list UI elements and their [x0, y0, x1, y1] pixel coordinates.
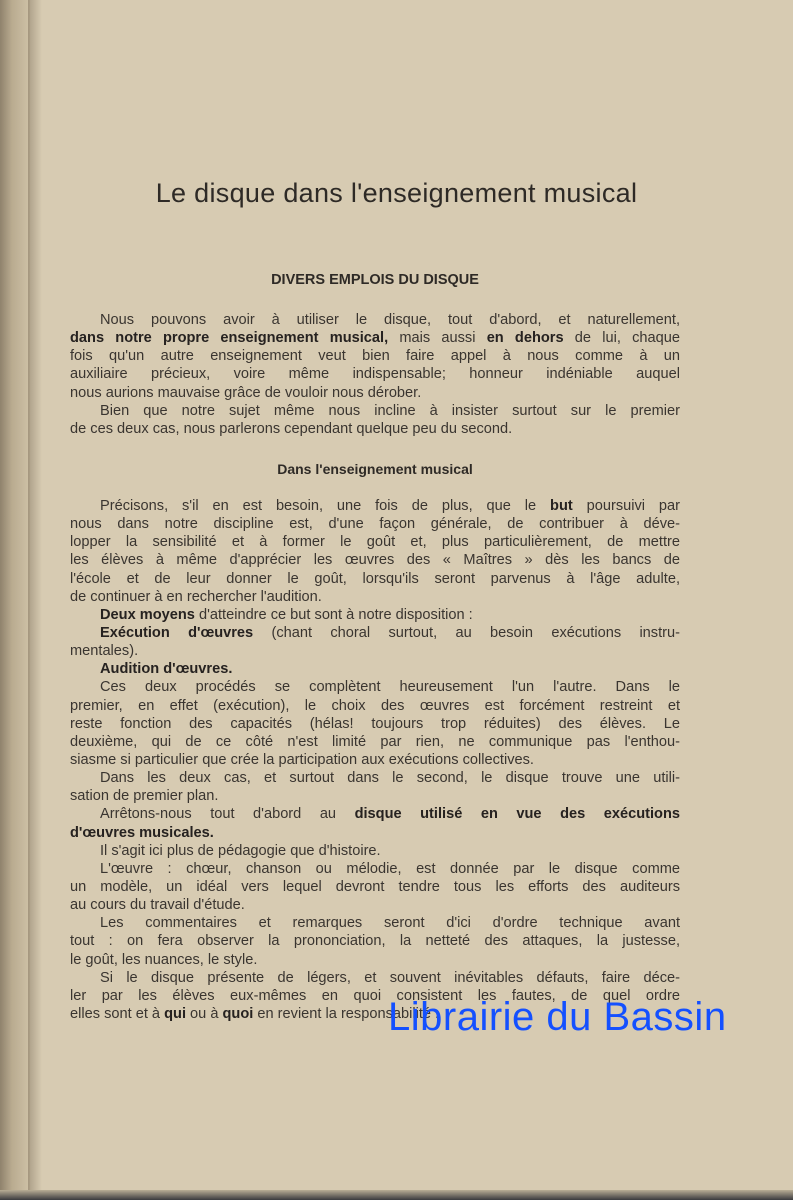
section-body-1 [70, 311, 680, 438]
text: d'atteindre ce but sont à notre disposition : [194, 606, 473, 623]
text: Ces deux procédés se complètent heureusement l'un l'autre. Dans le [100, 679, 680, 696]
text-line [70, 384, 680, 402]
text-line [70, 606, 680, 624]
bold-text: Exécution d'œuvres [100, 624, 254, 641]
bold-text: Deux moyens [100, 606, 195, 623]
text: au cours du travail d'étude. [70, 897, 245, 914]
text: en revient la responsabilité : [253, 1005, 440, 1022]
text-line [70, 588, 680, 606]
text: Nous pouvons avoir à utiliser le disque, tout d'abord, et naturellement, [100, 312, 680, 328]
text-line [70, 824, 680, 842]
bold-text: qui [164, 1005, 186, 1022]
text: ou à [186, 1005, 223, 1022]
text-line [70, 551, 680, 569]
text: nous dans notre discipline est, d'une façon générale, de contribuer à déve- [70, 516, 680, 533]
text: reste fonction des capacités (hélas! toujours trop réduites) des élèves. Le [70, 715, 680, 732]
text-line [70, 805, 680, 823]
watermark: Librairie du Bassin [388, 995, 727, 1039]
text: les élèves à même d'apprécier les œuvres des « Maîtres » dès les bancs de [70, 552, 680, 569]
text: Il s'agit ici plus de pédagogie que d'histoire. [100, 842, 381, 859]
text-line [70, 932, 680, 950]
text: L'œuvre : chœur, chanson ou mélodie, est donnée par le disque comme [100, 860, 680, 877]
text: de continuer à en rechercher l'audition. [70, 588, 322, 605]
paragraph [70, 497, 680, 606]
text: Précisons, s'il en est besoin, une fois de plus, que le [100, 498, 551, 514]
paragraph [70, 805, 680, 841]
text: Si le disque présente de légers, et souvent inévitables défauts, faire déce- [100, 969, 680, 986]
text: lopper la sensibilité et à former le goût et, plus particulièrement, de mettre [70, 534, 680, 551]
paragraph [70, 660, 680, 678]
text-line [70, 515, 680, 533]
text: nous aurions mauvaise grâce de vouloir nous dérober. [70, 384, 422, 401]
bold-text: d'œuvres musicales. [70, 824, 214, 841]
text-line [70, 311, 680, 329]
text: poursuivi par [572, 498, 681, 514]
text: Bien que notre sujet même nous incline à insister surtout sur le premier [100, 402, 680, 419]
paragraph [70, 402, 680, 438]
section-heading-1: DIVERS EMPLOIS DU DISQUE [271, 272, 479, 288]
text-line [70, 678, 680, 696]
paragraph [70, 606, 680, 624]
text-line [70, 642, 680, 660]
text-line [70, 329, 680, 347]
text: (chant choral surtout, au besoin exécutions instru- [253, 624, 680, 641]
text-line [70, 715, 680, 733]
text: Les commentaires et remarques seront d'ici d'ordre technique avant [100, 915, 680, 932]
paragraph [70, 842, 680, 860]
text-line [70, 878, 680, 896]
paragraph [70, 311, 680, 402]
page-bottom-edge [0, 1190, 793, 1200]
text: mentales). [70, 643, 139, 660]
bold-text: disque utilisé en vue des exécutions [354, 806, 680, 823]
text: un modèle, un idéal vers lequel devront tendre tous les efforts des auditeurs [70, 878, 680, 895]
text: de lui, chaque [563, 330, 680, 347]
paragraph [70, 624, 680, 660]
text: mais aussi [388, 330, 487, 347]
text-line [70, 733, 680, 751]
text: tout : on fera observer la prononciation, la netteté des attaques, la justesse, [70, 933, 680, 950]
text: siasme si particulier que crée la participation aux exécutions collectives. [70, 751, 534, 768]
paragraph [70, 678, 680, 769]
text-line [70, 365, 680, 383]
text-line [70, 533, 680, 551]
text: le goût, les nuances, le style. [70, 951, 258, 968]
text: Dans les deux cas, et surtout dans le second, le disque trouve une utili- [100, 770, 680, 787]
page-title: Le disque dans l'enseignement musical [155, 178, 638, 208]
text: deuxième, qui de ce côté n'est limité par rien, ne communique pas l'enthou- [70, 733, 680, 750]
text: Arrêtons-nous tout d'abord au [100, 806, 355, 823]
text-line [70, 914, 680, 932]
text: de ces deux cas, nous parlerons cependant quelque peu du second. [70, 420, 513, 437]
paragraph [70, 860, 680, 914]
text-line [70, 751, 680, 769]
text-line [70, 787, 680, 805]
text: ler par les élèves eux-mêmes en quoi consistent les fautes, de quel ordre [70, 987, 680, 1004]
text: elles sont et à [70, 1005, 165, 1022]
paragraph [70, 769, 680, 805]
text-line [70, 951, 680, 969]
text-line [70, 842, 680, 860]
text-line [70, 624, 680, 642]
text: fois qu'un autre enseignement veut bien faire appel à nous comme à un [70, 348, 680, 365]
text-line [70, 347, 680, 365]
text-line [70, 860, 680, 878]
text-line [70, 497, 680, 515]
text-line [70, 697, 680, 715]
bold-text: en dehors [486, 330, 564, 347]
section-body-2 [70, 497, 680, 1023]
text-line [70, 402, 680, 420]
bold-text: Audition d'œuvres. [100, 661, 233, 678]
bold-text: dans notre propre enseignement musical, [70, 330, 389, 347]
paragraph [70, 914, 680, 968]
text: l'école et de leur donner le goût, lorsqu'ils seront parvenus à l'âge adulte, [70, 570, 680, 587]
section-heading-2: Dans l'enseignement musical [277, 461, 473, 477]
text-line [70, 896, 680, 914]
text-line [70, 769, 680, 787]
bold-text: but [550, 498, 573, 514]
text-line [70, 660, 680, 678]
text: sation de premier plan. [70, 788, 219, 805]
text-line [70, 969, 680, 987]
text: auxiliaire précieux, voire même indispensable; honneur indéniable auquel [70, 366, 680, 383]
bold-text: quoi [222, 1005, 254, 1022]
text-line [70, 420, 680, 438]
text-line [70, 570, 680, 588]
text: premier, en effet (exécution), le choix des œuvres est forcément restreint et [70, 697, 680, 714]
